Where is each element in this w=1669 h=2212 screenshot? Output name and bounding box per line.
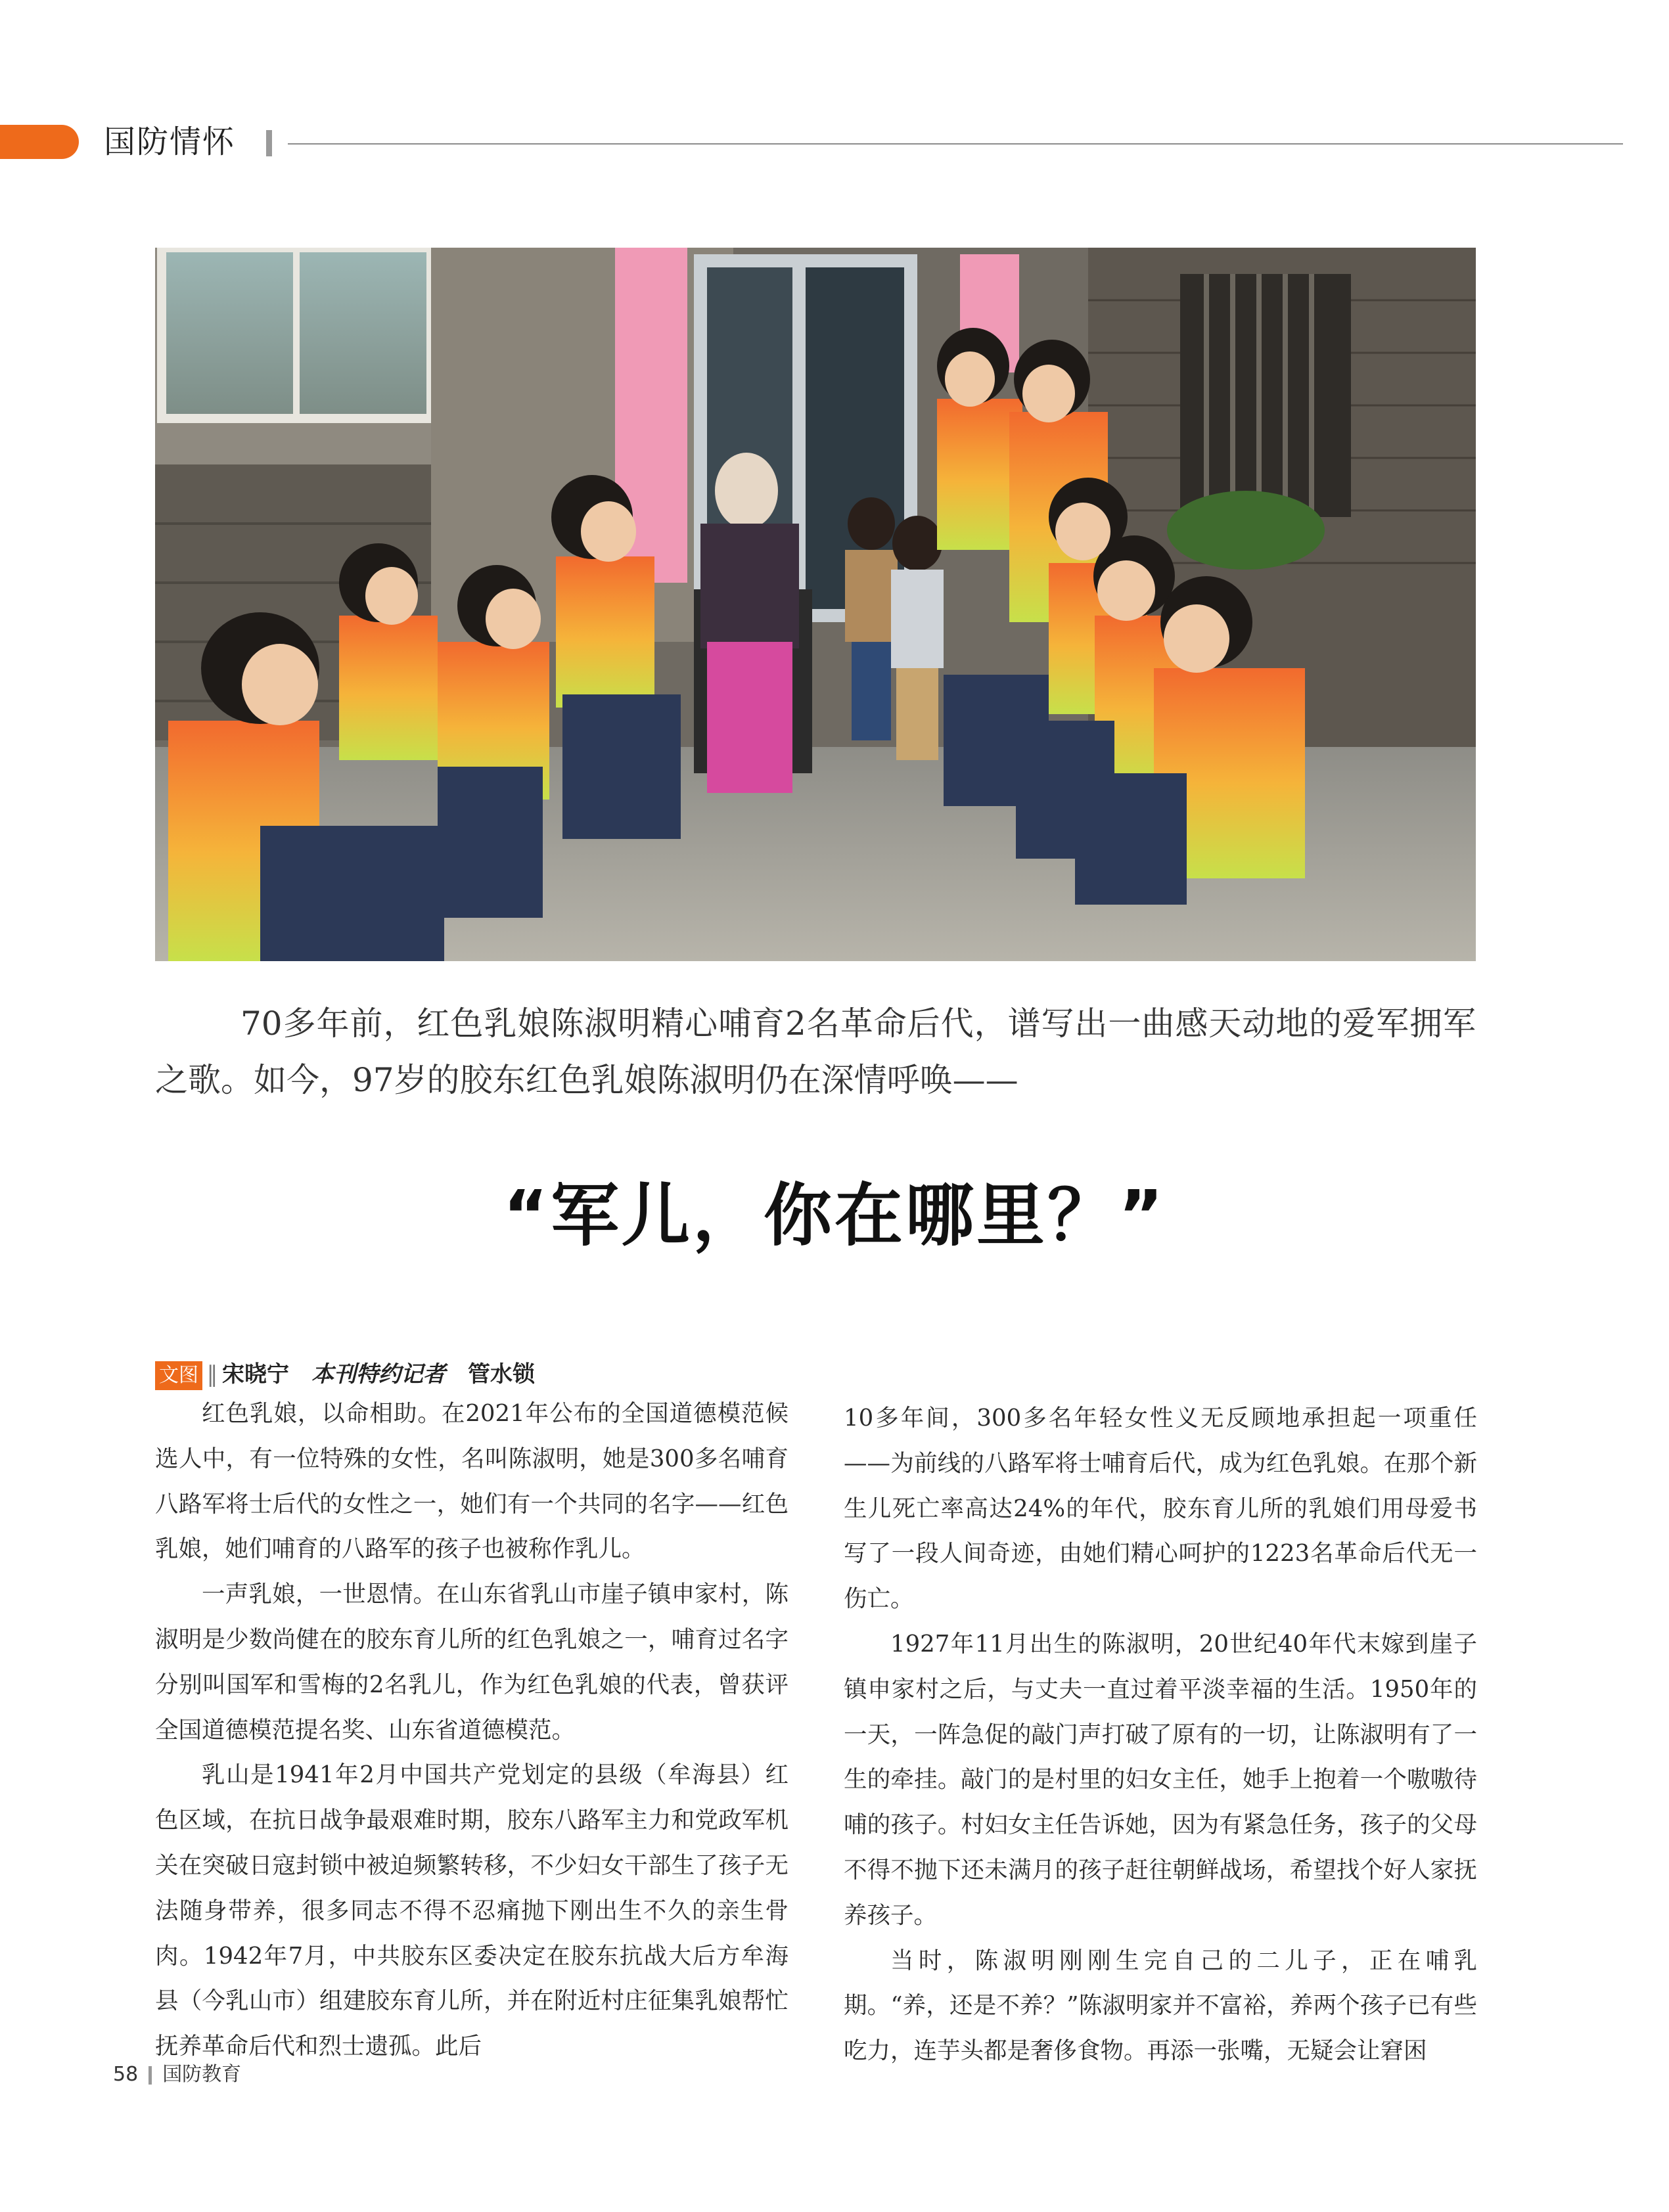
magazine-name: 国防教育 (162, 2063, 242, 2086)
body-column-left (155, 1391, 789, 2069)
body-paragraph: 10多年间，300多名年轻女性义无反顾地承担起一项重任——为前线的八路军将士哺育后代，成为红色乳娘。在那个新生儿死亡率高达24%的年代，胶东育儿所的乳娘们用母爱书写了一段人间奇迹，由她们精心呵护的1223名革命后代无一伤亡。 (844, 1405, 1477, 1613)
section-title: 国防情怀 (104, 124, 236, 160)
body-paragraph: 当时，陈淑明刚刚生完自己的二儿子，正在哺乳期。“养，还是不养？”陈淑明家并不富裕，养两个孩子已有些吃力，连芋头都是奢侈食物。再添一张嘴，无疑会让窘困 (844, 1947, 1477, 2065)
article-title: “军儿，你在哪里？” (503, 1175, 1166, 1255)
body-paragraph: 1927年11月出生的陈淑明，20世纪40年代末嫁到崖子镇申家村之后，与丈夫一直过着平淡幸福的生活。1950年的一天，一阵急促的敲门声打破了原有的一切，让陈淑明有了一生的牵挂。敲门的是村里的妇女主任，她手上抱着一个嗷嗷待哺的孩子。村妇女主任告诉她，因为有紧急任务，孩子的父母不得不抛下还未满月的孩子赶往朝鲜战场，希望找个好人家抚养孩子。 (844, 1630, 1477, 1929)
article-photo (155, 248, 1476, 961)
byline (155, 1360, 535, 1389)
body-paragraph: 乳山是1941年2月中国共产党划定的县级（牟海县）红色区域，在抗日战争最艰难时期，胶东八路军主力和党政军机关在突破日寇封锁中被迫频繁转移，不少妇女干部生了孩子无法随身带养，很多同志不得不忍痛抛下刚出生不久的亲生骨肉。1942年7月，中共胶东区委决定在胶东抗战大后方牟海县（今乳山市）组建胶东育儿所，并在附近村庄征集乳娘帮忙抚养革命后代和烈士遗孤。此后 (155, 1761, 789, 2060)
byline-separator: ‖ (206, 1361, 218, 1388)
lead-paragraph: 70多年前，红色乳娘陈淑明精心哺育2名革命后代，谱写出一曲感天动地的爱军拥军之歌。如今，97岁的胶东红色乳娘陈淑明仍在深情呼唤—— (155, 1004, 1476, 1099)
page-footer (113, 2062, 241, 2088)
byline-author: 宋晓宁 (222, 1361, 289, 1388)
body-paragraph: 红色乳娘，以命相助。在2021年公布的全国道德模范候选人中，有一位特殊的女性，名叫陈淑明，她是300多名哺育八路军将士后代的女性之一，她们有一个共同的名字——红色乳娘，她们哺育的八路军的孩子也被称作乳儿。 (155, 1400, 789, 1563)
footer-divider (149, 2066, 152, 2085)
byline-tag: 文图 (155, 1361, 202, 1390)
body-paragraph: 一声乳娘，一世恩情。在山东省乳山市崖子镇申家村，陈淑明是少数尚健在的胶东育儿所的红色乳娘之一，哺育过名字分别叫国军和雪梅的2名乳儿，作为红色乳娘的代表，曾获评全国道德模范提名奖、山东省道德模范。 (155, 1581, 789, 1744)
header-rule (288, 143, 1623, 145)
section-tab-accent (0, 125, 79, 159)
page-number: 58 (113, 2063, 139, 2086)
body-column-right (844, 1396, 1477, 2074)
photo-illustration (155, 248, 1476, 961)
section-divider-bar (266, 130, 272, 156)
byline-role: 本刊特约记者 (311, 1361, 446, 1388)
byline-reporter: 管水锁 (468, 1361, 535, 1388)
